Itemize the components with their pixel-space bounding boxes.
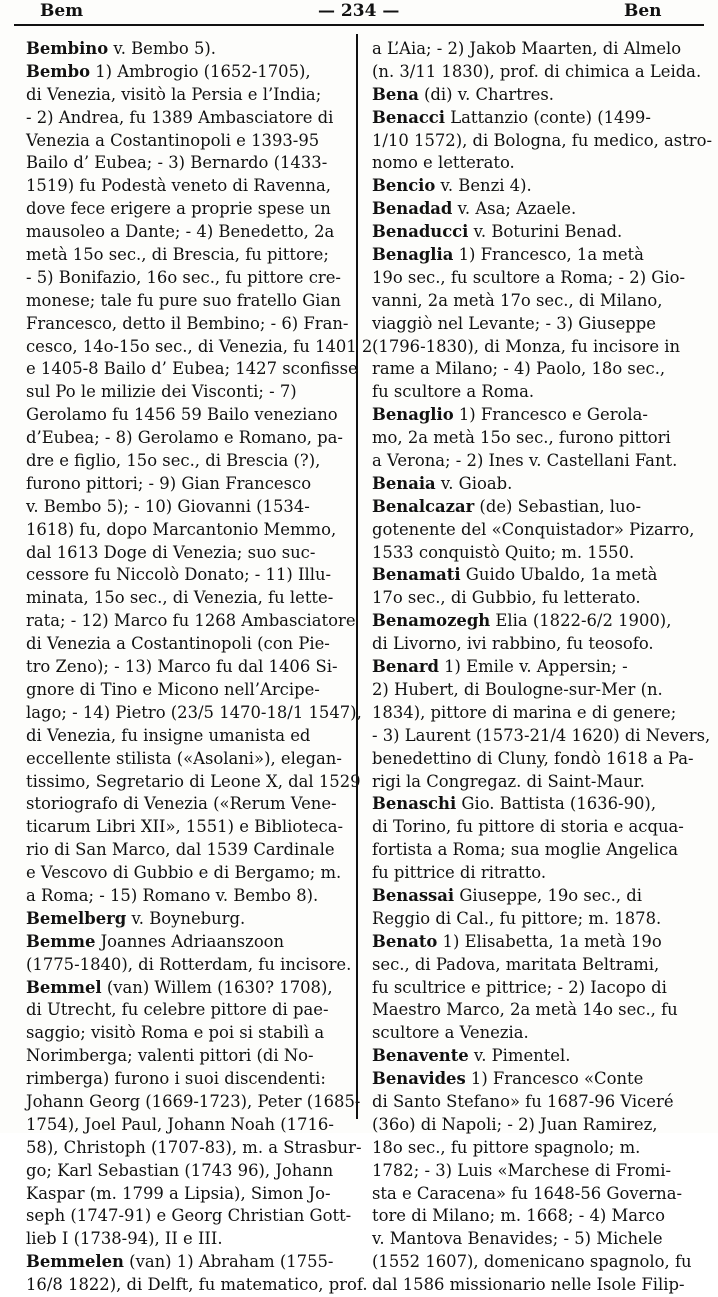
entry-text: storiografo di Venezia («Rerum Vene- (26, 794, 337, 814)
text-line (372, 61, 702, 84)
text-line (26, 1068, 341, 1091)
text-line (372, 519, 696, 542)
entry-text: fu pittrice di ritratto. (372, 863, 547, 883)
text-line (26, 1228, 341, 1251)
text-line (372, 816, 696, 839)
entry-headline (372, 610, 696, 633)
entry-headline (372, 221, 696, 244)
text-line (372, 130, 713, 153)
headword: Benato (372, 931, 438, 951)
headword: Benacci (372, 107, 446, 127)
text-line (372, 1137, 696, 1160)
entry-text: minata, 15o sec., di Venezia, fu lette- (26, 588, 334, 608)
entry-text: v. Bembo 5). (108, 39, 217, 58)
text-line (26, 954, 352, 977)
entry-text: - 5) Bonifazio, 16o sec., fu pittore cre- (26, 267, 341, 287)
entry-text: Joannes Adriaanszoon (95, 931, 285, 951)
text-line (26, 519, 341, 542)
entry-headline (26, 908, 341, 931)
entry-text: tissimo, Segretario di Leone X, dal 1529 (26, 771, 361, 791)
entry-text: e 1405-8 Bailo d’ Eubea; 1427 sconfisse (26, 359, 358, 379)
text-line (372, 999, 696, 1022)
entry-text: fu scultrice e pittrice; - 2) Iacopo di (372, 977, 667, 997)
entry-text: 17o sec., di Gubbio, fu letterato. (372, 588, 641, 608)
entry-text: rio di San Marco, dal 1539 Cardinale (26, 840, 335, 860)
entry-headline (26, 1251, 341, 1274)
text-line (26, 496, 341, 519)
entry-text: Venezia a Costantinopoli e 1393-95 (26, 130, 320, 150)
text-line (26, 84, 341, 107)
text-line (26, 244, 341, 267)
text-line (26, 198, 341, 221)
entry-text: 58), Christoph (1707-83), m. a Strasbur- (26, 1137, 362, 1157)
entry-text: Gerolamo fu 1456 59 Bailo veneziano (26, 405, 338, 425)
entry-text: (1775-1840), di Rotterdam, fu incisore. (26, 954, 352, 974)
entry-text: dal 1613 Doge di Venezia; suo suc- (26, 542, 316, 562)
entry-text: 1533 conquistò Quito; m. 1550. (372, 542, 635, 562)
text-line (372, 1114, 696, 1137)
text-line (372, 1022, 696, 1045)
text-line (372, 679, 696, 702)
entry-text: Kaspar (m. 1799 a Lipsia), Simon Jo- (26, 1183, 331, 1203)
entry-text: sta e Caracena» fu 1648-56 Governa- (372, 1183, 683, 1203)
text-line (26, 404, 341, 427)
entry-text: (1552 1607), domenicano spagnolo, fu (372, 1252, 692, 1272)
entry-text: 1) Francesco «Conte (465, 1069, 644, 1089)
entry-text: tro Zeno); - 13) Marco fu dal 1406 Si- (26, 657, 338, 677)
text-line (26, 1160, 341, 1183)
entry-headline (26, 61, 341, 84)
entry-text: Reggio di Cal., fu pittore; m. 1878. (372, 908, 662, 928)
entry-text: saggio; visitò Roma e poi si stabilì a (26, 1023, 325, 1043)
entry-text: 1782; - 3) Luis «Marchese di Fromi- (372, 1160, 672, 1180)
entry-text: Johann Georg (1669-1723), Peter (1685- (26, 1091, 361, 1111)
entry-headline (372, 1068, 696, 1091)
headword: Bena (372, 84, 419, 104)
text-line (26, 1183, 341, 1206)
entry-text: benedettino di Cluny, fondò 1618 a Pa- (372, 748, 694, 768)
entry-text: gnore di Tino e Micono nell’Arcipe- (26, 679, 320, 699)
header-rule (14, 24, 704, 26)
entry-text: Francesco, detto il Bembino; - 6) Fran- (26, 313, 349, 333)
text-line (372, 1183, 696, 1206)
text-line (372, 38, 696, 61)
text-line (372, 587, 696, 610)
entry-text: go; Karl Sebastian (1743 96), Johann (26, 1160, 334, 1180)
headword: Bembo (26, 61, 91, 81)
text-line (372, 954, 696, 977)
entry-headline (372, 793, 696, 816)
headword: Benassai (372, 885, 455, 905)
headword: Benaducci (372, 222, 469, 242)
entry-text: v. Mantova Benavides; - 5) Michele (372, 1229, 663, 1249)
text-line (26, 999, 341, 1022)
text-line (26, 313, 349, 336)
text-line (26, 473, 341, 496)
text-line (26, 221, 341, 244)
entry-text: 1834), pittore di marina e di genere; (372, 702, 677, 722)
entry-text: 1) Francesco e Gerola- (453, 405, 648, 425)
entry-text: metà 15o sec., di Brescia, fu pittore; (26, 245, 329, 265)
entry-text: Gio. Battista (1636-90), (456, 794, 657, 814)
text-line (26, 610, 356, 633)
text-line (26, 656, 341, 679)
right-column (372, 38, 713, 1297)
text-line (26, 816, 344, 839)
entry-text: - 2) Andrea, fu 1389 Ambasciatore di (26, 107, 334, 127)
entry-text: lieb I (1738-94), II e III. (26, 1229, 223, 1249)
entry-text: Bailo d’ Eubea; - 3) Bernardo (1433- (26, 153, 328, 173)
text-line (26, 679, 341, 702)
text-line (372, 290, 696, 313)
text-line (372, 336, 696, 359)
text-line (372, 1205, 696, 1228)
entry-headline (372, 885, 696, 908)
entry-text: 1) Elisabetta, 1a metà 19o (437, 931, 662, 951)
entry-text: gotenente del «Conquistador» Pizarro, (372, 519, 695, 539)
left-column (26, 38, 373, 1297)
text-line (26, 587, 341, 610)
page-header (0, 0, 718, 22)
text-line (26, 862, 341, 885)
entry-headline (372, 107, 696, 130)
headword: Benavente (372, 1046, 469, 1066)
entry-text: a Roma; - 15) Romano v. Bembo 8). (26, 885, 319, 905)
entry-text: 2) Hubert, di Boulogne-sur-Mer (n. (372, 679, 663, 699)
text-line (372, 908, 696, 931)
entry-text: v. Boturini Benad. (468, 222, 623, 242)
text-line (26, 1091, 361, 1114)
text-line (372, 152, 696, 175)
page-number: — 234 — (318, 1, 400, 21)
entry-text: cesco, 14o-15o sec., di Venezia, fu 1401 2 (26, 336, 373, 356)
entry-text: seph (1747-91) e Georg Christian Gott- (26, 1206, 352, 1226)
entry-text: furono pittori; - 9) Gian Francesco (26, 473, 312, 493)
headword: Bembino (26, 39, 109, 58)
entry-text: fortista a Roma; sua moglie Angelica (372, 840, 679, 860)
entry-text: mausoleo a Dante; - 4) Benedetto, 2a (26, 222, 335, 242)
text-line (26, 885, 341, 908)
text-line (372, 748, 696, 771)
entry-headline (372, 175, 696, 198)
entry-text: rigi la Congregaz. di Saint-Maur. (372, 771, 645, 791)
headword: Benaschi (372, 794, 457, 814)
entry-text: (de) Sebastian, luo- (474, 496, 642, 516)
entry-headline (372, 1045, 696, 1068)
text-line (26, 702, 362, 725)
text-line (26, 771, 361, 794)
headword: Bemelberg (26, 908, 127, 928)
text-line (372, 633, 696, 656)
entry-text: 16/8 1822), di Delft, fu matematico, prof. (26, 1275, 368, 1295)
text-line (372, 450, 696, 473)
header-right-guideword: Ben (624, 1, 662, 21)
text-line (26, 633, 341, 656)
entry-text: viaggiò nel Levante; - 3) Giuseppe (372, 313, 656, 333)
text-line (26, 267, 341, 290)
entry-text: v. Boyneburg. (126, 908, 246, 928)
entry-text: 19o sec., fu scultore a Roma; - 2) Gio- (372, 267, 686, 287)
entry-text: di Utrecht, fu celebre pittore di pae- (26, 1000, 329, 1020)
entry-text: 1618) fu, dopo Marcantonio Memmo, (26, 519, 337, 539)
text-line (372, 771, 696, 794)
text-line (26, 107, 341, 130)
text-line (26, 358, 358, 381)
entry-text: 18o sec., fu pittore spagnolo; m. (372, 1137, 641, 1157)
text-line (372, 267, 696, 290)
entry-headline (372, 931, 696, 954)
entry-headline (26, 931, 341, 954)
headword: Benavides (372, 1069, 466, 1089)
entry-text: Guido Ubaldo, 1a metà (460, 565, 658, 585)
text-line (26, 130, 341, 153)
entry-text: di Livorno, ivi rabbino, fu teosofo. (372, 634, 654, 654)
entry-text: dove fece erigere a proprie spese un (26, 199, 331, 219)
text-line (26, 793, 341, 816)
text-line (372, 862, 696, 885)
entry-headline (372, 564, 696, 587)
entry-text: - 3) Laurent (1573-21/4 1620) di Nevers, (372, 725, 711, 745)
entry-text: scultore a Venezia. (372, 1023, 529, 1043)
entry-headline (372, 473, 696, 496)
headword: Benard (372, 657, 439, 677)
text-line (372, 702, 696, 725)
text-line (26, 839, 341, 862)
entry-text: di Venezia a Costantinopoli (con Pie- (26, 634, 330, 654)
entry-text: e Vescovo di Gubbio e di Bergamo; m. (26, 863, 342, 883)
entry-text: v. Asa; Azaele. (452, 199, 577, 219)
text-line (372, 1160, 696, 1183)
text-line (26, 542, 341, 565)
text-line (372, 1091, 696, 1114)
headword: Benamozegh (372, 611, 491, 631)
entry-text: lago; - 14) Pietro (23/5 1470-18/1 1547), (26, 702, 362, 722)
entry-text: 1) Francesco, 1a metà (453, 245, 644, 265)
entry-text: 1754), Joel Paul, Johann Noah (1716- (26, 1114, 334, 1134)
entry-text: eccellente stilista («Asolani»), elegan- (26, 748, 342, 768)
entry-text: rata; - 12) Marco fu 1268 Ambasciatore (26, 611, 356, 631)
entry-text: (di) v. Chartres. (418, 84, 554, 104)
headword: Benalcazar (372, 496, 475, 516)
entry-text: sul Po le milizie dei Visconti; - 7) (26, 382, 297, 402)
entry-text: tore di Milano; m. 1668; - 4) Marco (372, 1206, 665, 1226)
entry-text: (van) Willem (1630? 1708), (101, 977, 333, 997)
text-line (26, 152, 341, 175)
entry-text: di Venezia, visitò la Persia e l’India; (26, 84, 322, 104)
text-line (372, 839, 696, 862)
headword: Benamati (372, 565, 461, 585)
column-divider (356, 34, 358, 1119)
text-line (372, 1251, 696, 1274)
entry-text: cessore fu Niccolò Donato; - 11) Illu- (26, 565, 332, 585)
text-line (26, 290, 341, 313)
text-line (372, 313, 696, 336)
entry-text: (36o) di Napoli; - 2) Juan Ramirez, (372, 1114, 658, 1134)
entry-headline (372, 244, 696, 267)
text-line (26, 1045, 341, 1068)
entry-text: a Verona; - 2) Ines v. Castellani Fant. (372, 451, 678, 471)
entry-text: 1) Ambrogio (1652-1705), (90, 61, 311, 81)
text-line (26, 725, 341, 748)
entry-headline (372, 656, 696, 679)
text-line (26, 381, 341, 404)
entry-text: v. Pimentel. (468, 1046, 571, 1066)
text-line (26, 1114, 341, 1137)
entry-text: rame a Milano; - 4) Paolo, 18o sec., (372, 359, 666, 379)
text-line (372, 358, 696, 381)
entry-headline (372, 198, 696, 221)
entry-text: dal 1586 missionario nelle Isole Filip- (372, 1275, 685, 1295)
text-line (26, 1205, 352, 1228)
entry-text: v. Bembo 5); - 10) Giovanni (1534- (26, 496, 310, 516)
text-line (372, 1228, 696, 1251)
entry-text: Maestro Marco, 2a metà 14o sec., fu (372, 1000, 678, 1020)
text-line (372, 427, 696, 450)
entry-headline (372, 84, 696, 107)
entry-text: Norimberga; valenti pittori (di No- (26, 1046, 314, 1066)
entry-text: v. Benzi 4). (435, 176, 532, 196)
text-line (26, 748, 341, 771)
headword: Benaglio (372, 405, 454, 425)
text-line (372, 1274, 696, 1297)
text-line (26, 1022, 341, 1045)
entry-text: nomo e letterato. (372, 153, 515, 173)
headword: Benaglia (372, 245, 454, 265)
entry-text: Lattanzio (conte) (1499- (445, 107, 651, 127)
text-line (26, 336, 373, 359)
text-line (372, 725, 711, 748)
entry-text: 1) Emile v. Appersin; - (438, 657, 628, 677)
entry-text: ticarum Libri XII», 1551) e Biblioteca- (26, 817, 344, 837)
entry-text: v. Gioab. (435, 473, 513, 493)
entry-text: a L’Aia; - 2) Jakob Maarten, di Almelo (372, 39, 682, 58)
entry-text: Giuseppe, 19o sec., di (454, 885, 643, 905)
entry-text: mo, 2a metà 15o sec., furono pittori (372, 428, 671, 448)
entry-headline (26, 977, 341, 1000)
headword: Bemme (26, 931, 96, 951)
entry-text: di Torino, fu pittore di storia e acqua- (372, 817, 684, 837)
entry-text: 1519) fu Podestà veneto di Ravenna, (26, 176, 331, 196)
text-line (26, 1274, 368, 1297)
entry-text: sec., di Padova, maritata Beltrami, (372, 954, 660, 974)
text-line (372, 381, 696, 404)
headword: Bencio (372, 176, 436, 196)
entry-text: d’Eubea; - 8) Gerolamo e Romano, pa- (26, 428, 343, 448)
entry-text: rimberga) furono i suoi discendenti: (26, 1069, 326, 1089)
text-line (26, 450, 341, 473)
headword: Benadad (372, 199, 453, 219)
headword: Bemmelen (26, 1252, 124, 1272)
entry-headline (26, 38, 341, 61)
entry-text: di Venezia, fu insigne umanista ed (26, 725, 311, 745)
text-line (372, 542, 696, 565)
entry-headline (372, 404, 696, 427)
text-line (26, 175, 341, 198)
entry-text: (n. 3/11 1830), prof. di chimica a Leida. (372, 61, 702, 81)
entry-text: Elia (1822-6/2 1900), (490, 611, 672, 631)
text-line (26, 427, 341, 450)
headword: Benaia (372, 473, 436, 493)
entry-headline (372, 496, 696, 519)
text-line (372, 977, 696, 1000)
text-line (26, 1137, 362, 1160)
text-line (26, 564, 341, 587)
entry-text: (1796-1830), di Monza, fu incisore in (372, 336, 681, 356)
entry-text: di Santo Stefano» fu 1687-96 Viceré (372, 1091, 674, 1111)
entry-text: fu scultore a Roma. (372, 382, 535, 402)
entry-text: dre e figlio, 15o sec., di Brescia (?), (26, 451, 321, 471)
header-left-guideword: Bem (40, 1, 84, 21)
headword: Bemmel (26, 977, 102, 997)
entry-text: vanni, 2a metà 17o sec., di Milano, (372, 290, 663, 310)
entry-text: (van) 1) Abraham (1755- (123, 1252, 334, 1272)
entry-text: monese; tale fu pure suo fratello Gian (26, 290, 341, 310)
entry-text: 1/10 1572), di Bologna, fu medico, astro- (372, 130, 713, 150)
